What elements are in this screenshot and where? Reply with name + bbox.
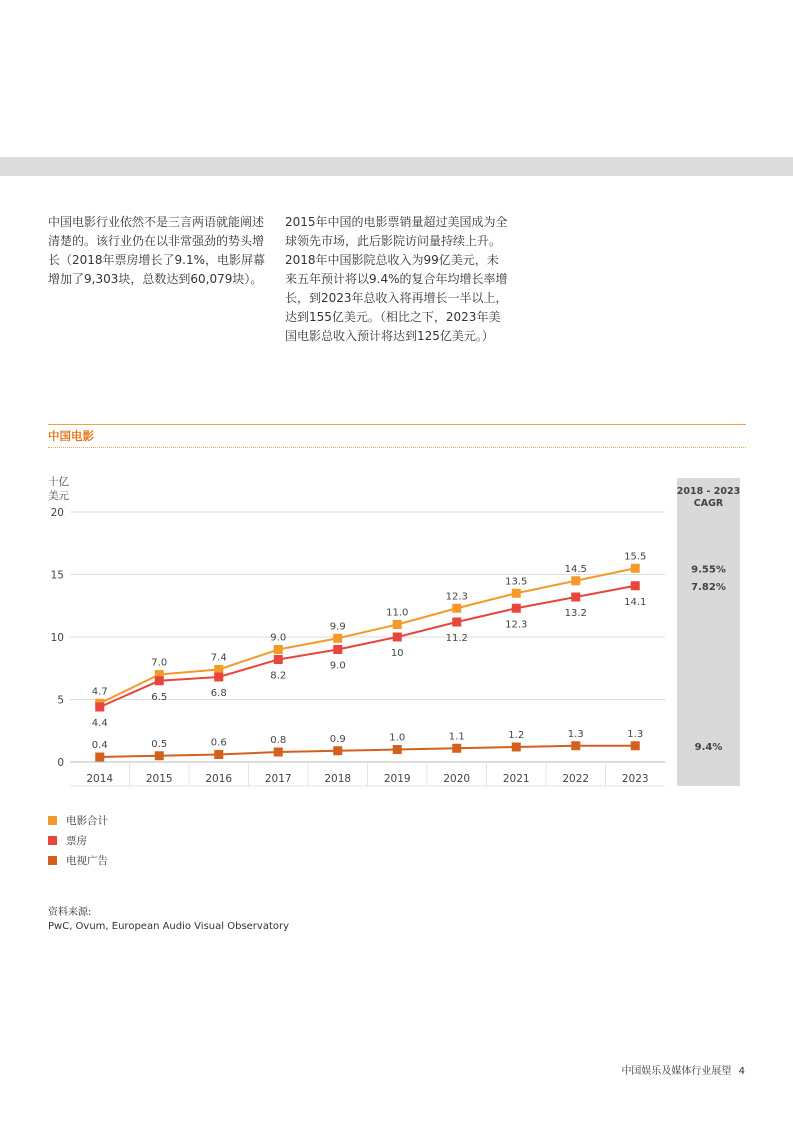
line-chart: [0, 470, 793, 800]
data-label: 1.3: [627, 728, 644, 740]
y-tick-label: 10: [50, 632, 64, 644]
data-point: [631, 581, 640, 590]
data-point: [512, 604, 521, 613]
data-label: 9.9: [329, 621, 346, 633]
footer-title: 中国娱乐及媒体行业展望: [621, 1066, 732, 1077]
x-tick-label: 2022: [562, 773, 590, 785]
data-label: 13.2: [564, 608, 587, 619]
data-label: 13.5: [505, 576, 528, 588]
x-tick-label: 2021: [502, 773, 530, 785]
legend-label: 电视广告: [66, 854, 108, 867]
data-point: [95, 753, 104, 762]
page-number: 4: [738, 1066, 745, 1077]
data-label: 7.4: [210, 652, 227, 664]
data-label: 11.2: [445, 633, 468, 644]
cagr-value: 9.4%: [694, 741, 723, 753]
data-label: 0.4: [91, 740, 108, 751]
data-label: 12.3: [445, 591, 468, 603]
data-point: [571, 741, 580, 750]
data-label: 11.0: [386, 607, 409, 619]
y-tick-label: 20: [50, 507, 64, 519]
legend-swatch-icon: [48, 816, 57, 825]
data-label: 14.5: [564, 563, 587, 575]
legend-item-tv-ads: [48, 850, 108, 870]
data-point: [274, 655, 283, 664]
series-line: [100, 746, 636, 757]
data-label: 0.8: [270, 735, 287, 746]
y-axis-label-line2: 美元: [48, 490, 69, 502]
y-tick-label: 0: [57, 757, 64, 769]
x-tick-label: 2020: [443, 773, 471, 785]
cagr-value: 9.55%: [691, 564, 726, 576]
legend-label: 电影合计: [66, 814, 108, 827]
legend-item-total: [48, 810, 108, 830]
data-point: [571, 593, 580, 602]
cagr-header-line2: CAGR: [693, 498, 724, 509]
page-footer: [617, 1062, 745, 1077]
x-tick-label: 2018: [324, 773, 352, 785]
cagr-value: 7.82%: [691, 581, 726, 593]
data-point: [333, 746, 342, 755]
data-label: 1.2: [508, 730, 525, 741]
data-label: 9.0: [270, 632, 287, 644]
header-band: [0, 157, 793, 176]
data-point: [452, 604, 461, 613]
section-top-rule: [48, 424, 746, 425]
body-paragraph-right: 2015年中国的电影票销量超过美国成为全球领先市场，此后影院访问量持续上升。2018年中国影院总收入为99亿美元，未来五年预计将以9.4%的复合年均增长率增长，到2023年总收入将再增长一半以上，达到155亿美元。（相比之下，2023年美国电影总收入预计将达到125亿美元。）: [285, 215, 508, 343]
data-point: [214, 673, 223, 682]
data-label: 7.0: [151, 657, 168, 669]
x-tick-label: 2023: [621, 773, 649, 785]
data-point: [155, 751, 164, 760]
section-title: 中国电影: [48, 429, 94, 443]
data-point: [155, 676, 164, 685]
y-tick-label: 15: [50, 569, 64, 582]
data-label: 6.8: [210, 688, 227, 699]
data-point: [274, 748, 283, 757]
data-point: [631, 741, 640, 750]
data-label: 1.1: [448, 731, 465, 743]
data-point: [95, 703, 104, 712]
series-line: [100, 586, 636, 707]
data-point: [393, 620, 402, 629]
legend-swatch-icon: [48, 856, 57, 865]
data-point: [393, 745, 402, 754]
data-label: 0.5: [151, 738, 168, 750]
section-divider: [48, 447, 746, 448]
data-label: 10: [390, 648, 404, 659]
x-tick-label: 2019: [383, 773, 411, 785]
data-label: 12.3: [505, 619, 528, 631]
data-point: [512, 589, 521, 598]
data-point: [631, 564, 640, 573]
data-label: 0.9: [329, 733, 346, 745]
data-point: [452, 744, 461, 753]
data-point: [393, 633, 402, 642]
body-paragraph-left: 中国电影行业依然不是三言两语就能阐述清楚的。该行业仍在以非常强劲的势头增长（2018年票房增长了9.1%，电影屏幕增加了9,303块，总数达到60,079块）。: [48, 215, 266, 286]
data-label: 6.5: [151, 691, 168, 703]
data-label: 4.4: [91, 718, 108, 729]
data-point: [512, 743, 521, 752]
data-point: [571, 576, 580, 585]
x-tick-label: 2017: [264, 773, 292, 785]
y-tick-label: 5: [57, 694, 64, 707]
data-label: 1.3: [567, 728, 584, 740]
data-label: 15.5: [624, 551, 647, 563]
cagr-panel: [677, 478, 740, 786]
source-text: PwC, Ovum, European Audio Visual Observatory: [48, 921, 290, 932]
data-label: 9.0: [329, 660, 346, 672]
data-point: [214, 750, 223, 759]
data-point: [274, 645, 283, 654]
data-label: 14.1: [624, 596, 647, 608]
x-tick-label: 2016: [205, 773, 233, 785]
data-label: 0.6: [210, 737, 227, 749]
legend-swatch-icon: [48, 836, 57, 845]
source-label: 资料来源:: [48, 907, 92, 918]
chart-legend: [48, 810, 108, 870]
data-point: [452, 618, 461, 627]
y-axis-label-line1: 十亿: [48, 476, 69, 488]
data-point: [333, 645, 342, 654]
cagr-header-line1: 2018 - 2023: [676, 486, 741, 497]
series-line: [100, 568, 636, 703]
x-tick-label: 2014: [86, 773, 114, 785]
legend-item-box-office: [48, 830, 108, 850]
data-point: [333, 634, 342, 643]
x-tick-label: 2015: [145, 773, 173, 785]
legend-label: 票房: [66, 834, 87, 847]
data-label: 8.2: [270, 670, 287, 682]
data-label: 4.7: [91, 686, 108, 698]
data-label: 1.0: [389, 732, 406, 744]
